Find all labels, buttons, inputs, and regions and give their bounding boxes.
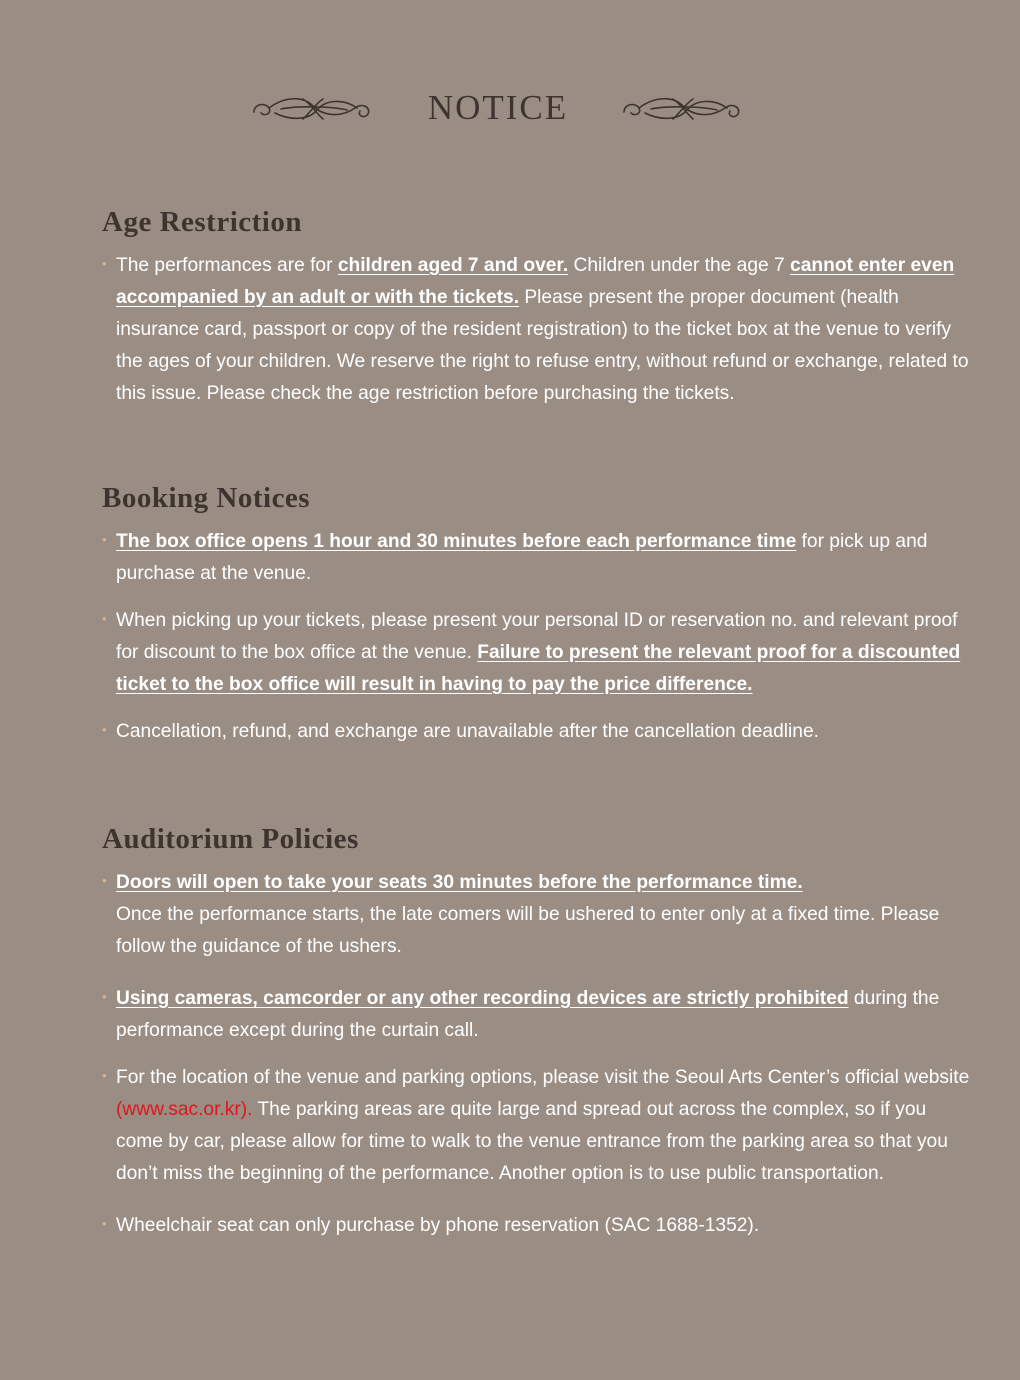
emphasis-text: Doors will open to take your seats 30 minutes before the performance time. [116,872,803,893]
list-item [102,605,972,701]
bullet-icon: • [102,532,107,547]
notice-header [0,84,1020,136]
item-text: Wheelchair seat can only purchase by phone reservation (SAC 1688-1352). [116,1215,760,1236]
auditorium-policies-heading: Auditorium Policies [102,823,359,855]
auditorium-policies-section [102,821,972,1257]
booking-notices-section [102,480,972,763]
bullet-icon: • [102,256,107,271]
item-text: When picking up your tickets, please present your personal ID or reservation no. and relevant proof for discount to the box office at the venue. [116,610,958,663]
bullet-icon: • [102,722,107,737]
list-item [102,983,972,1047]
item-text: for pick up and purchase at the venue. [116,531,928,584]
emphasis-text: Failure to present the relevant proof for a discounted ticket to the box office will result in having to pay the price difference. [116,642,961,695]
bullet-icon: • [102,1216,107,1231]
ornament-flourish-icon [621,94,743,124]
emphasis-text: children aged 7 and over. [337,255,569,276]
item-text: Children under the age 7 [568,255,791,276]
list-item [102,250,972,410]
sac-website-link[interactable]: (www.sac.or.kr). [116,1099,253,1120]
list-item [102,1210,972,1242]
item-text: The performances are for [116,255,338,276]
list-item [102,716,972,748]
list-item [102,526,972,590]
ornament-flourish-icon [251,94,373,124]
item-text: Once the performance starts, the late comers will be ushered to enter only at a fixed time. Please follow the guidance of the ushers. [116,904,940,957]
item-text: Please present the proper document (health insurance card, passport or copy of the resident registration) to the ticket box at the venue to verify the ages of your children. We reserve the right to refuse entry, without refund or exchange, related to this issue. Please check the age restriction before purchasing the tickets. [116,287,969,404]
emphasis-text: The box office opens 1 hour and 30 minutes before each performance time [116,531,797,552]
page-title: NOTICE [427,88,569,127]
bullet-icon: • [102,611,107,626]
item-text: The parking areas are quite large and spread out across the complex, so if you come by car, please allow for time to walk to the venue entrance from the parking area so that you don’t miss the beginning of the performance. Another option is to use public transportation. [116,1099,948,1184]
age-restriction-list [102,250,972,410]
bullet-icon: • [102,873,107,888]
booking-notices-list [102,526,972,748]
item-text: during the performance except during the curtain call. [116,988,940,1041]
emphasis-text: cannot enter even accompanied by an adult or with the tickets. [116,255,955,308]
bullet-icon: • [102,1068,107,1083]
age-restriction-section [102,204,972,425]
list-item [102,867,972,963]
emphasis-text: Using cameras, camcorder or any other recording devices are strictly prohibited [116,988,849,1009]
list-item [102,1062,972,1190]
item-text: Cancellation, refund, and exchange are unavailable after the cancellation deadline. [116,721,819,742]
auditorium-policies-list [102,867,972,1242]
booking-notices-heading: Booking Notices [102,482,311,514]
bullet-icon: • [102,989,107,1004]
item-text: For the location of the venue and parking options, please visit the Seoul Arts Center’s official website [116,1067,970,1088]
age-restriction-heading: Age Restriction [102,206,302,238]
